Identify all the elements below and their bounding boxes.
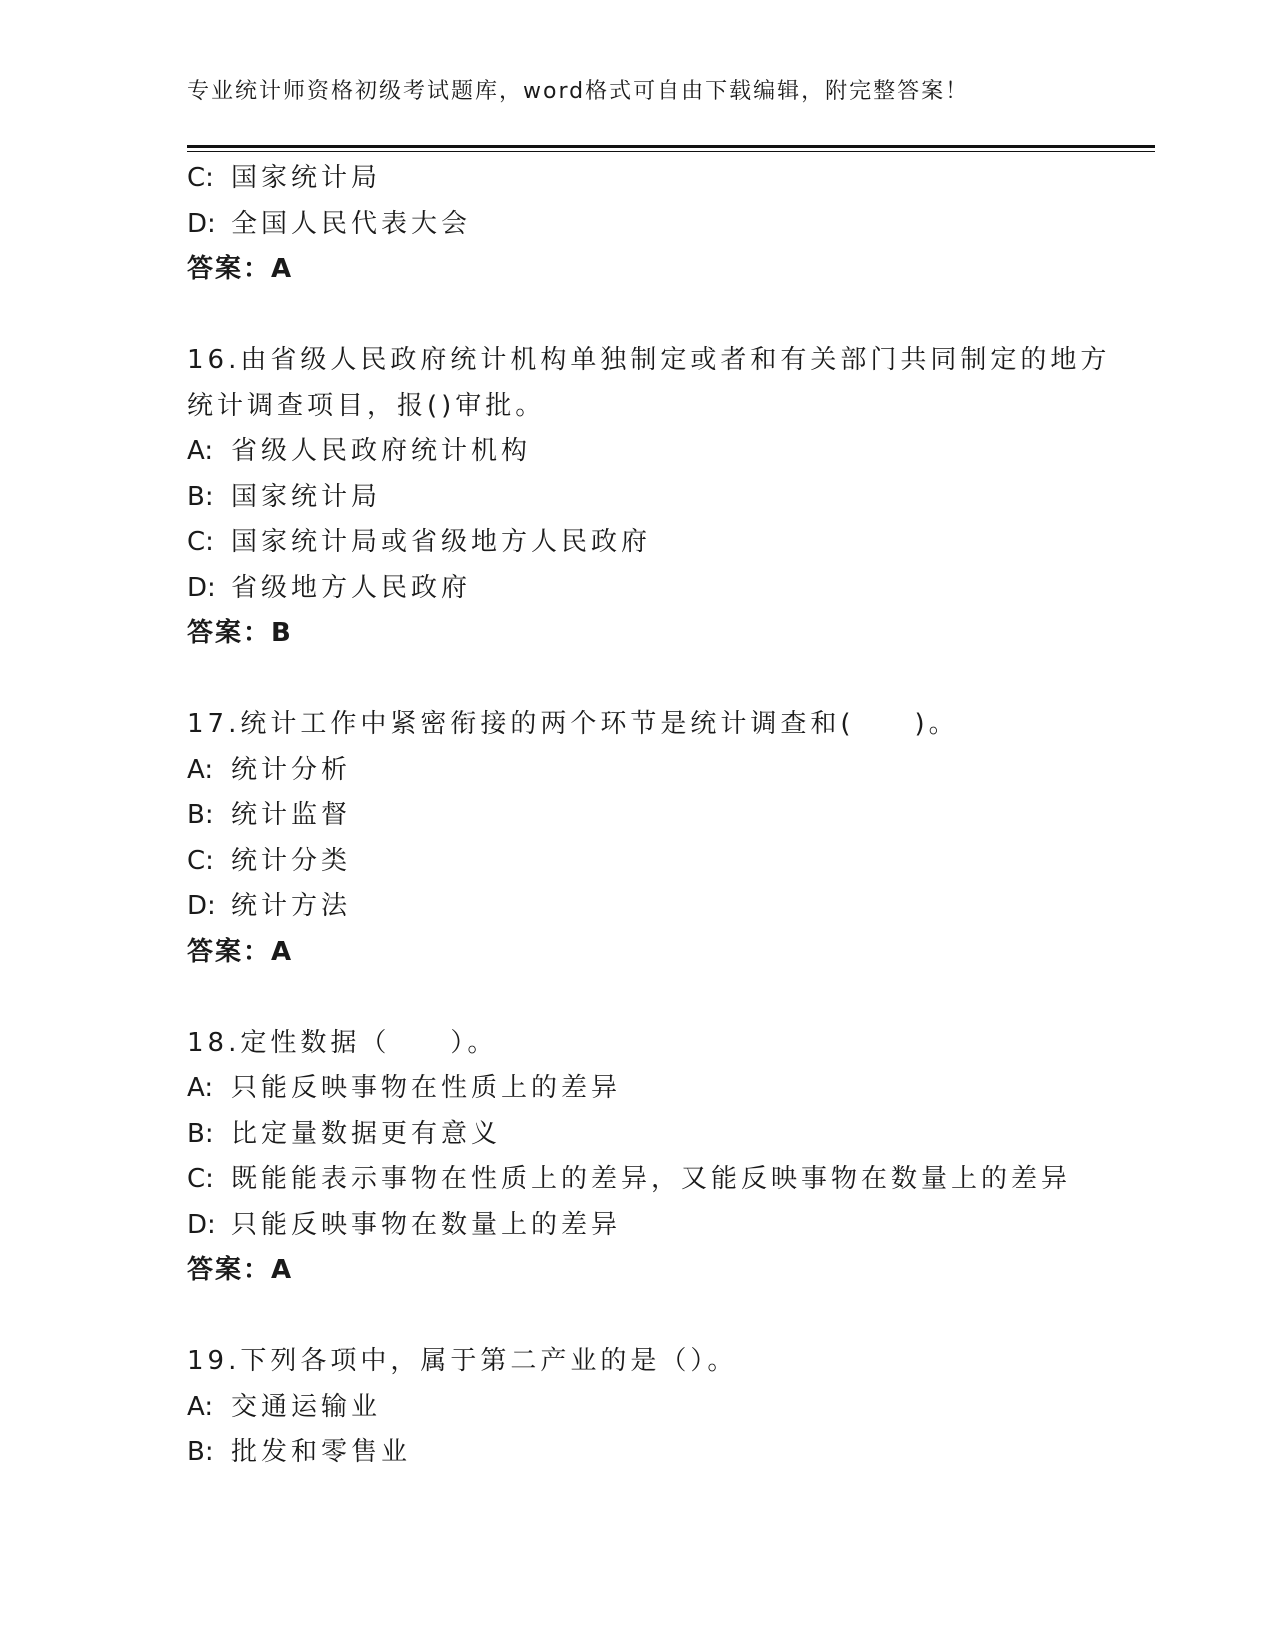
answer-line: 答案：A	[187, 1255, 294, 1285]
option-text: 省级人民政府统计机构	[231, 436, 532, 466]
option-key: D:	[187, 891, 216, 921]
option-key: C:	[187, 845, 214, 876]
option-text: 只能反映事物在性质上的差异	[231, 1073, 622, 1103]
block-spacer	[187, 293, 1147, 339]
option-key: B:	[187, 800, 214, 830]
question-text: 19.下列各项中，属于第二产业的是（）。	[187, 1346, 738, 1376]
question-block	[187, 338, 1147, 657]
option-line	[187, 202, 1147, 248]
option-line	[187, 839, 1147, 885]
option-key: D:	[187, 208, 216, 239]
option-text: 比定量数据更有意义	[231, 1118, 502, 1149]
option-line	[187, 429, 1147, 475]
option-line	[187, 748, 1147, 794]
option-line	[187, 1203, 1147, 1249]
option-line	[187, 1157, 1147, 1203]
question-block	[187, 702, 1147, 975]
option-line	[187, 475, 1147, 521]
answer-line: 答案：A	[187, 254, 294, 284]
option-key: B:	[187, 481, 214, 512]
option-text: 既能能表示事物在性质上的差异，又能反映事物在数量上的差异	[231, 1164, 1072, 1194]
option-key: D:	[187, 1209, 216, 1240]
option-key: B:	[187, 1437, 214, 1467]
option-key: C:	[187, 1164, 214, 1194]
option-text: 国家统计局	[231, 481, 382, 512]
question-block	[187, 156, 1147, 293]
option-key: B:	[187, 1118, 214, 1149]
option-text: 统计分析	[231, 754, 352, 785]
option-key: C:	[187, 527, 214, 557]
block-spacer	[187, 657, 1147, 703]
option-line	[187, 1112, 1147, 1158]
answer-line: 答案：A	[187, 936, 294, 967]
option-text: 统计分类	[231, 845, 352, 876]
option-line	[187, 1066, 1147, 1112]
option-key: C:	[187, 163, 214, 193]
option-text: 交通运输业	[231, 1391, 382, 1422]
option-line	[187, 793, 1147, 839]
option-key: A:	[187, 754, 214, 785]
question-block	[187, 1021, 1147, 1294]
option-line	[187, 1385, 1147, 1431]
option-text: 国家统计局	[231, 163, 382, 193]
option-text: 全国人民代表大会	[231, 208, 472, 239]
option-key: A:	[187, 436, 214, 466]
option-text: 统计监督	[231, 800, 352, 830]
question-text: 18.定性数据（ ）。	[187, 1027, 498, 1058]
option-text: 省级地方人民政府	[231, 572, 472, 603]
answer-line: 答案：B	[187, 618, 293, 648]
question-list	[187, 156, 1147, 1476]
question-text: 16.由省级人民政府统计机构单独制定或者和有关部门共同制定的地方	[187, 345, 1111, 375]
option-key: D:	[187, 572, 216, 603]
option-key: A:	[187, 1391, 214, 1422]
option-line	[187, 566, 1147, 612]
option-line	[187, 156, 1147, 202]
option-line	[187, 1430, 1147, 1476]
header-rule-thin	[187, 151, 1155, 152]
option-line	[187, 884, 1147, 930]
option-key: A:	[187, 1073, 214, 1103]
block-spacer	[187, 1294, 1147, 1340]
question-text: 统计调查项目，报()审批。	[187, 390, 546, 421]
option-text: 统计方法	[231, 891, 352, 921]
option-line	[187, 520, 1147, 566]
page-header: 专业统计师资格初级考试题库，word格式可自由下载编辑，附完整答案！	[187, 79, 970, 104]
question-block	[187, 1339, 1147, 1476]
option-text: 只能反映事物在数量上的差异	[231, 1209, 622, 1240]
option-text: 国家统计局或省级地方人民政府	[231, 527, 652, 557]
block-spacer	[187, 975, 1147, 1021]
header-rule-thick	[187, 145, 1155, 148]
question-text: 17.统计工作中紧密衔接的两个环节是统计调查和( )。	[187, 709, 959, 739]
option-text: 批发和零售业	[231, 1437, 412, 1467]
